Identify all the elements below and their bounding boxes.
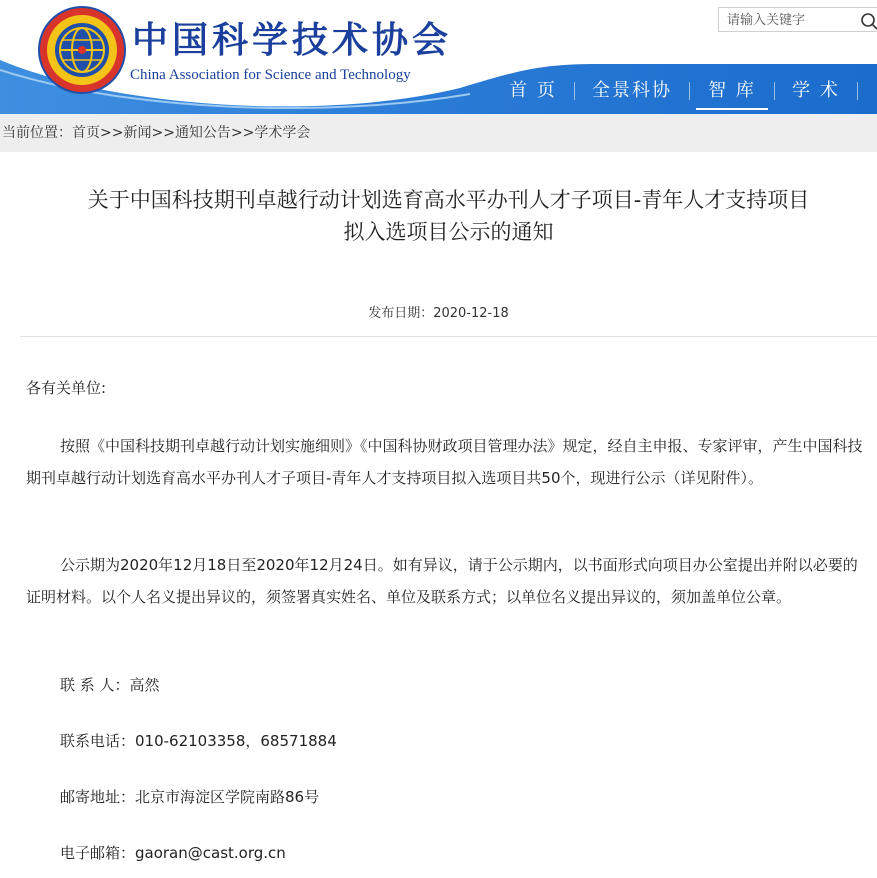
breadcrumb-separator: >> [100, 125, 124, 141]
search-box [718, 7, 877, 32]
publish-date [0, 302, 877, 321]
breadcrumb-separator: >> [151, 125, 175, 141]
breadcrumb [0, 114, 877, 152]
breadcrumb-home[interactable]: 首页 [72, 125, 100, 141]
contact-email: 电子邮箱：gaoran@cast.org.cn [60, 844, 286, 862]
main-nav [492, 76, 858, 106]
breadcrumb-separator: >> [230, 125, 255, 141]
contact-person: 联 系 人：高然 [60, 676, 160, 694]
nav-item-think-tank[interactable]: 智 库 [690, 76, 774, 106]
site-header [0, 0, 877, 114]
logo-english-text[interactable]: China Association for Science and Technology [130, 67, 411, 83]
cast-emblem-icon [36, 4, 128, 96]
contact-phone: 联系电话：010-62103358，68571884 [60, 732, 337, 750]
article-title [20, 184, 877, 248]
publish-date-label: 发布日期： [368, 306, 434, 321]
breadcrumb-news[interactable]: 新闻 [123, 125, 152, 141]
article-greeting: 各有关单位: [26, 379, 107, 397]
nav-item-home[interactable]: 首 页 [509, 80, 557, 101]
breadcrumb-notices[interactable]: 通知公告 [174, 125, 231, 141]
search-input[interactable] [727, 11, 852, 29]
contact-address: 邮寄地址：北京市海淀区学院南路86号 [60, 788, 320, 806]
breadcrumb-academic-societies[interactable]: 学术学会 [254, 125, 311, 141]
logo-chinese-text[interactable]: 中国科学技术协会 [132, 19, 453, 61]
article-paragraph-1: 按照《中国科技期刊卓越行动计划实施细则》《中国科协财政项目管理办法》规定，经自主申报、专家评审，产生中国科技期刊卓越行动计划选育高水平办刊人才子项目-青年人才支持项目拟入选项目共50个，现进行公示（详见附件）。 [26, 437, 863, 487]
nav-divider [857, 82, 858, 100]
article-title-line1: 关于中国科技期刊卓越行动计划选育高水平办刊人才子项目-青年人才支持项目 [87, 188, 810, 212]
nav-item-academic[interactable]: 学 术 [792, 80, 840, 101]
breadcrumb-prefix: 当前位置： [2, 125, 72, 141]
title-divider [20, 336, 877, 337]
search-icon[interactable] [859, 11, 877, 31]
publish-date-value: 2020-12-18 [433, 306, 509, 321]
article-title-line2: 拟入选项目公示的通知 [343, 220, 554, 244]
nav-item-overview[interactable]: 全景科协 [592, 80, 672, 101]
article-paragraph-2: 公示期为2020年12月18日至2020年12月24日。如有异议，请于公示期内，以书面形式向项目办公室提出并附以必要的证明材料。以个人名义提出异议的，须签署真实姓名、单位及联系方式；以单位名义提出异议的，须加盖单位公章。 [26, 556, 858, 606]
